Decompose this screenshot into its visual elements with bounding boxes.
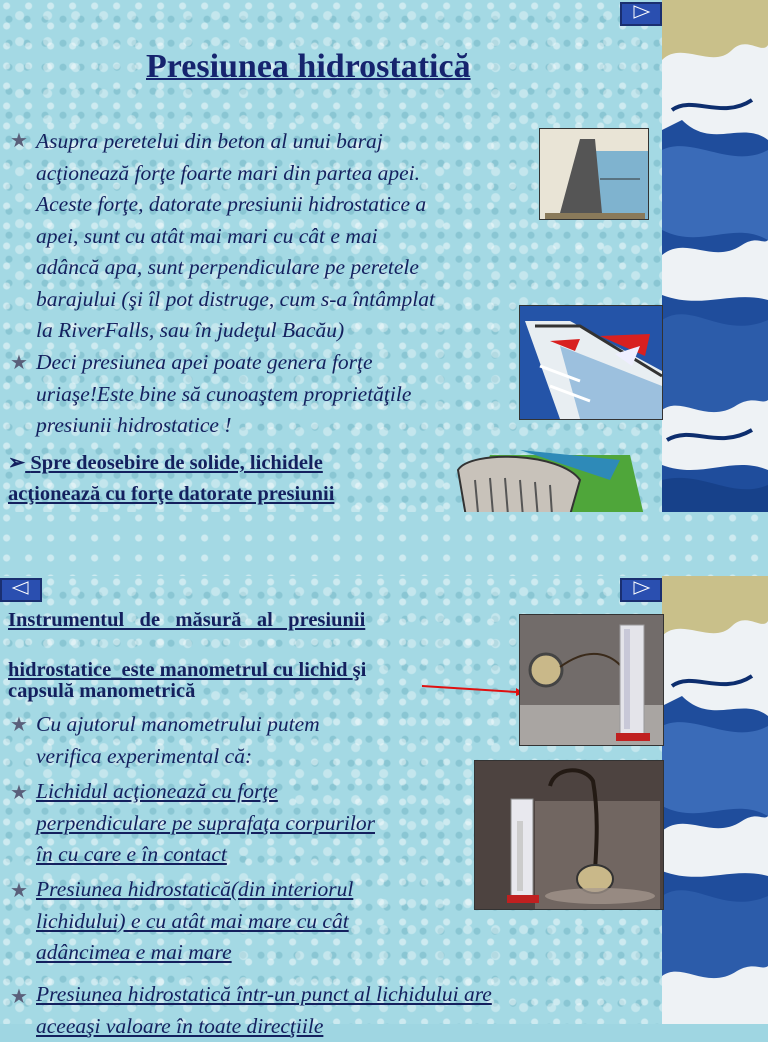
bullet-star-icon: ★ bbox=[10, 130, 28, 152]
wave-decoration bbox=[662, 0, 768, 512]
manometer-photo-1 bbox=[519, 614, 664, 746]
manometer-photo-2 bbox=[474, 760, 664, 910]
instrument-heading: Instrumentul de măsură al presiunii hidrostatice_este manometrul cu lichid şi bbox=[8, 609, 367, 681]
bullet-star-icon: ★ bbox=[10, 782, 28, 804]
slide-2 bbox=[0, 576, 768, 1038]
paragraph-3: ➢ Spre deosebire de solide, lichidele acţionează cu forţe datorate presiunii bbox=[8, 448, 334, 572]
bullet-star-icon: ★ bbox=[10, 880, 28, 902]
bullet-1: Cu ajutorul manometrului putem verifica experimental că: bbox=[36, 712, 320, 768]
instrument-heading-line3: capsulă manometrică bbox=[8, 680, 196, 702]
bullet-star-icon: ★ bbox=[10, 714, 28, 736]
paragraph-2: Deci presiunea apei poate genera forţe uriaşe!Este bine să cunoaştem proprietăţile presiunii hidrostatice ! bbox=[36, 350, 412, 437]
play-right-icon bbox=[632, 5, 650, 24]
slide-gap bbox=[0, 512, 768, 576]
bullet-star-icon: ★ bbox=[10, 352, 28, 374]
bullet-4: Presiunea hidrostatică într-un punct al lichidului are aceeaşi valoare în toate direcţiile bbox=[36, 982, 492, 1038]
bullet-star-icon: ★ bbox=[10, 986, 28, 1008]
bullet-2: Lichidul acţionează cu forţe perpendiculare pe suprafaţa corpurilor în cu care e în contact bbox=[36, 779, 375, 866]
dam-cross-section-image bbox=[539, 128, 649, 220]
slide-1 bbox=[0, 0, 768, 512]
wave-decoration bbox=[662, 576, 768, 1024]
slide-title: Presiunea hidrostatică bbox=[146, 48, 471, 85]
bullet-3: Presiunea hidrostatică(din interiorul lichidului) e cu atât mai mare cu cât adâncimea e mai mare bbox=[36, 877, 354, 964]
pointer-arrow bbox=[420, 680, 525, 700]
dam-spillway-image bbox=[519, 305, 663, 420]
next-slide-button[interactable] bbox=[620, 578, 662, 602]
paragraph-1: Asupra peretelui din beton al unui baraj acţionează forţe foarte mari din partea apei. Aceste forţe, datorate presiunii hidrostatice a apei, sunt cu atât mai mari cu cât e mai adâncă apa, sunt perpendiculare pe peretele barajului (şi îl pot distruge, cum s-a întâmplat la RiverFalls, sau în judeţul Bacău) bbox=[36, 129, 435, 342]
arrow-bullet-icon: ➢ bbox=[8, 452, 26, 474]
next-slide-button[interactable] bbox=[620, 2, 662, 26]
play-right-icon bbox=[632, 581, 650, 600]
